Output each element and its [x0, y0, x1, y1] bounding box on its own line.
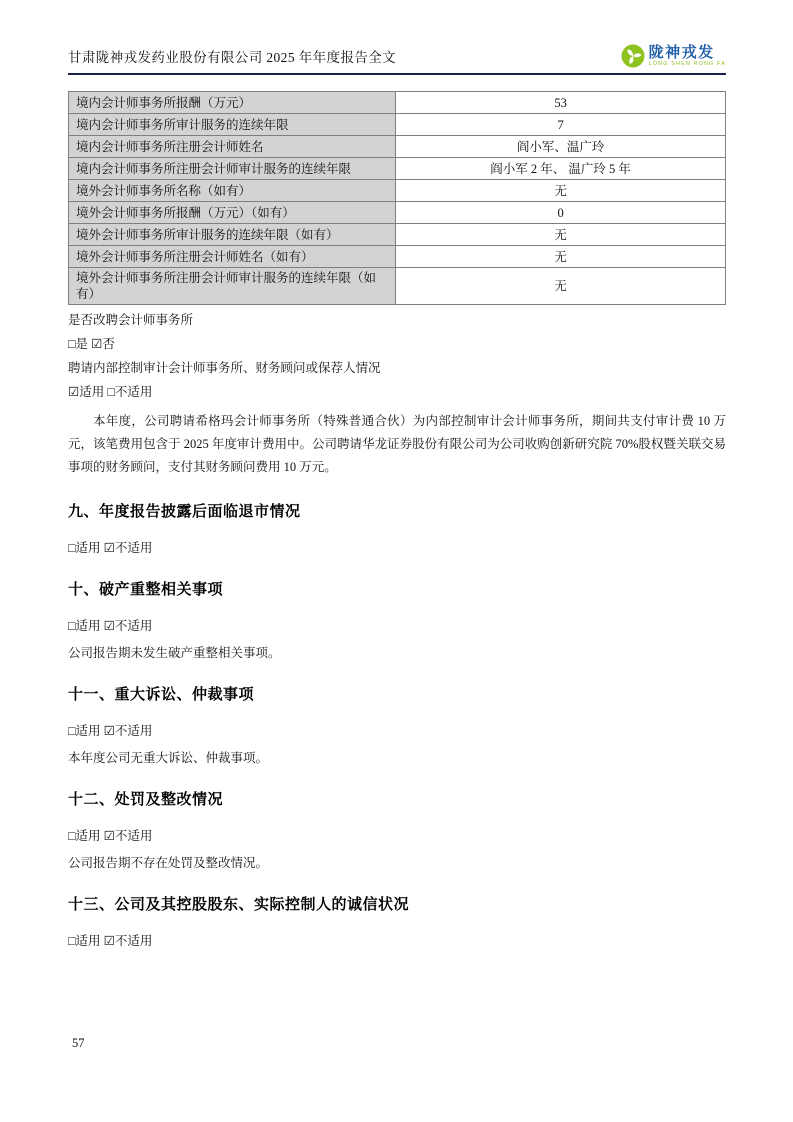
- row-value-cell: 0: [396, 202, 726, 224]
- logo-subtitle: LONG SHEN RONG FA: [648, 60, 726, 67]
- checkbox-line-applicable: □适用 ☑不适用: [68, 541, 153, 555]
- table-row: [69, 268, 726, 305]
- pinwheel-logo-icon: [621, 44, 645, 68]
- question-internal-control-auditor: 聘请内部控制审计会计师事务所、财务顾问或保荐人情况: [68, 361, 381, 375]
- table-row: [69, 224, 726, 246]
- row-value-cell: 无: [396, 268, 726, 305]
- table-row: [69, 92, 726, 114]
- page-number: 57: [72, 1036, 85, 1050]
- row-label-cell: 境内会计师事务所注册会计师姓名: [69, 136, 396, 158]
- table-row: [69, 180, 726, 202]
- row-label-cell: 境外会计师事务所注册会计师姓名（如有）: [69, 246, 396, 268]
- section-heading-13: 十三、公司及其控股股东、实际控制人的诚信状况: [68, 896, 410, 913]
- table-row: [69, 158, 726, 180]
- row-label-cell: 境内会计师事务所注册会计师审计服务的连续年限: [69, 158, 396, 180]
- section-heading-10: 十、破产重整相关事项: [68, 581, 224, 598]
- audit-fee-table: [68, 91, 726, 305]
- audit-fee-paragraph: 本年度，公司聘请希格玛会计师事务所（特殊普通合伙）为内部控制审计会计师事务所，期间共支付审计费 10 万元，该笔费用包含于 2025 年度审计费用中。公司聘请华龙证券股份有限公司为公司收购创新研究院 70%股权暨关联交易事项的财务顾问，支付其财务顾问费用 10 万元。: [68, 414, 726, 474]
- company-logo: [621, 44, 726, 68]
- checkbox-line-yes-no: □是 ☑否: [68, 337, 115, 351]
- row-label-cell: 境内会计师事务所审计服务的连续年限: [69, 114, 396, 136]
- question-rehire-auditor: 是否改聘会计师事务所: [68, 313, 194, 327]
- row-label-cell: 境内会计师事务所报酬（万元）: [69, 92, 396, 114]
- row-label-cell: 境外会计师事务所审计服务的连续年限（如有）: [69, 224, 396, 246]
- row-value-cell: 无: [396, 246, 726, 268]
- section-note: 公司报告期不存在处罚及整改情况。: [68, 856, 269, 870]
- row-label-cell: 境外会计师事务所注册会计师审计服务的连续年限（如有）: [69, 268, 396, 305]
- row-label-cell: 境外会计师事务所报酬（万元）（如有）: [69, 202, 396, 224]
- page-title: 甘肃陇神戎发药业股份有限公司 2025 年年度报告全文: [68, 50, 397, 65]
- checkbox-line-applicable: □适用 ☑不适用: [68, 619, 153, 633]
- checkbox-line-applicable: □适用 ☑不适用: [68, 724, 153, 738]
- row-value-cell: 阎小军 2 年、 温广玲 5 年: [396, 158, 726, 180]
- row-value-cell: 阎小军、温广玲: [396, 136, 726, 158]
- section-heading-12: 十二、处罚及整改情况: [68, 791, 224, 808]
- table-row: [69, 114, 726, 136]
- section-note: 公司报告期未发生破产重整相关事项。: [68, 646, 281, 660]
- table-row: [69, 202, 726, 224]
- logo-text-block: [649, 45, 726, 68]
- logo-name: 陇神戎发: [648, 43, 715, 61]
- row-value-cell: 53: [396, 92, 726, 114]
- row-value-cell: 无: [396, 180, 726, 202]
- table-row: [69, 246, 726, 268]
- row-label-cell: 境外会计师事务所名称（如有）: [69, 180, 396, 202]
- checkbox-line-applicable: □适用 ☑不适用: [68, 934, 153, 948]
- checkbox-line-applicable: □适用 ☑不适用: [68, 829, 153, 843]
- section-heading-11: 十一、重大诉讼、仲裁事项: [68, 686, 255, 703]
- section-heading-9: 九、年度报告披露后面临退市情况: [68, 503, 301, 520]
- table-row: [69, 136, 726, 158]
- page-header: [68, 0, 726, 75]
- row-value-cell: 7: [396, 114, 726, 136]
- row-value-cell: 无: [396, 224, 726, 246]
- checkbox-line-applicable: ☑适用 □不适用: [68, 385, 153, 399]
- section-note: 本年度公司无重大诉讼、仲裁事项。: [68, 751, 269, 765]
